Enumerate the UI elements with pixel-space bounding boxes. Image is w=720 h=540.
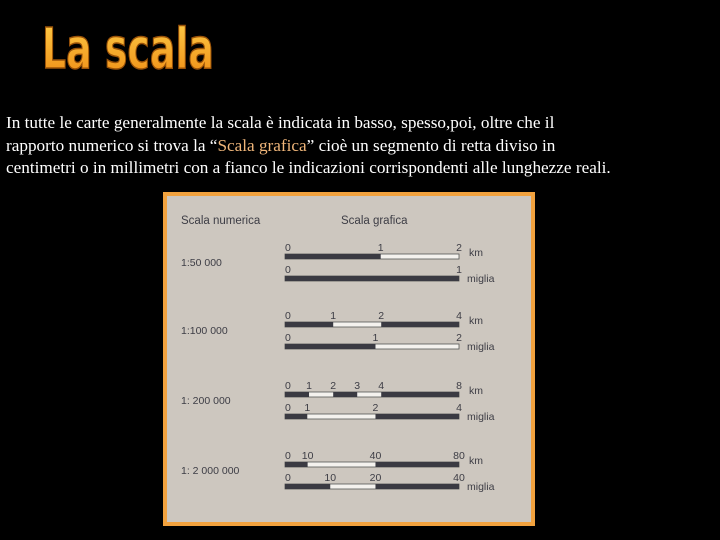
km-tick-label: 2 (330, 380, 337, 392)
miles-segment (285, 344, 375, 349)
miles-tick-label: 0 (285, 402, 291, 414)
km-tick-label: 80 (453, 450, 465, 462)
miles-tick-label: 0 (285, 472, 291, 484)
miles-segment (285, 414, 307, 419)
km-tick-label: 4 (456, 310, 462, 322)
km-tick-label: 1 (330, 310, 337, 322)
km-unit-label: km (469, 455, 483, 467)
km-segment (375, 462, 459, 467)
miles-tick-label: 10 (324, 472, 337, 484)
miles-segment (375, 484, 459, 489)
scale-ratio-4: 1: 2 000 000 (181, 465, 240, 477)
miles-tick-label: 40 (453, 472, 465, 484)
km-tick-label: 0 (285, 380, 291, 392)
miles-tick-label: 20 (369, 472, 382, 484)
km-tick-label: 1 (377, 242, 384, 254)
scale-ratio-2: 1:100 000 (181, 325, 228, 337)
km-unit-label: km (469, 315, 483, 327)
scale-figure-svg (167, 196, 531, 522)
km-segment (285, 322, 333, 327)
miles-tick-label: 2 (456, 332, 462, 344)
km-segment (285, 392, 309, 397)
title-text: La scala (42, 17, 214, 82)
miles-tick-label: 0 (285, 332, 291, 344)
km-tick-label: 3 (354, 380, 361, 392)
miles-segment (375, 414, 459, 419)
miles-segment (285, 276, 459, 281)
km-tick-label: 2 (378, 310, 385, 322)
scale-ratio-3: 1: 200 000 (181, 395, 231, 407)
miles-tick-label: 1 (304, 402, 311, 414)
miles-segment (285, 484, 330, 489)
km-tick-label: 0 (285, 450, 291, 462)
km-segment (381, 392, 459, 397)
scale-figure (163, 192, 535, 526)
paragraph-line-3: centimetri o in millimetri con a fianco le indicazioni corrispondenti alle lunghezze reali. (6, 158, 611, 177)
miles-tick-label: 1 (372, 332, 379, 344)
km-segment (381, 322, 459, 327)
km-segment (285, 254, 381, 259)
description-paragraph (6, 112, 716, 180)
km-tick-label: 0 (285, 242, 291, 254)
header-scala-numerica: Scala numerica (181, 215, 261, 227)
miles-unit-label: miglia (467, 411, 495, 423)
miles-unit-label: miglia (467, 341, 495, 353)
km-tick-label: 4 (378, 380, 385, 392)
km-tick-label: 1 (306, 380, 312, 392)
miles-tick-label: 1 (456, 264, 462, 276)
km-tick-label: 40 (369, 450, 382, 462)
highlight-scala-grafica: Scala grafica (217, 135, 307, 155)
km-segment (285, 462, 308, 467)
miles-tick-label: 2 (372, 402, 379, 414)
header-scala-grafica: Scala grafica (341, 215, 408, 227)
miles-tick-label: 0 (285, 264, 291, 276)
paragraph-line-1: In tutte le carte generalmente la scala è indicata in basso, spesso,poi, oltre che il (6, 113, 555, 132)
km-tick-label: 8 (456, 380, 462, 392)
km-tick-label: 0 (285, 310, 291, 322)
miles-unit-label: miglia (467, 273, 495, 285)
km-tick-label: 10 (301, 450, 314, 462)
km-unit-label: km (469, 247, 483, 259)
km-tick-label: 2 (456, 242, 462, 254)
slide-title (40, 14, 240, 82)
km-unit-label: km (469, 385, 483, 397)
miles-unit-label: miglia (467, 481, 495, 493)
miles-tick-label: 4 (456, 402, 462, 414)
scale-figure-panel (167, 196, 531, 522)
paragraph-line-2: rapporto numerico si trova la “Scala grafica” cioè un segmento di retta diviso in (6, 135, 556, 155)
km-segment (333, 392, 357, 397)
scale-ratio-1: 1:50 000 (181, 257, 222, 269)
